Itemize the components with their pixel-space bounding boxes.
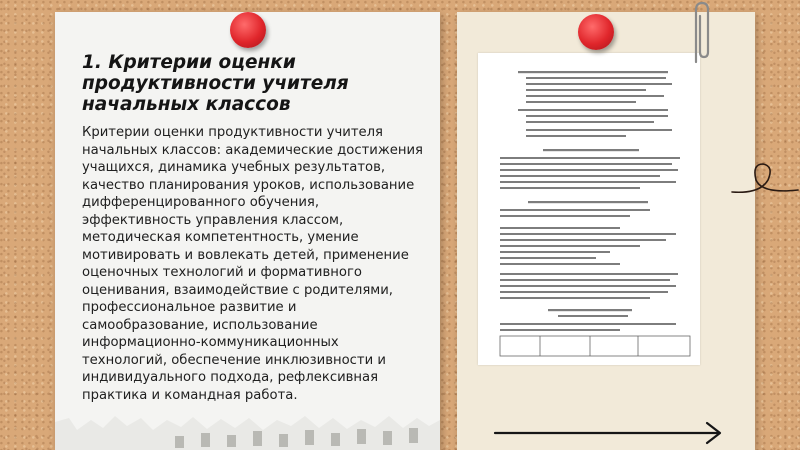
arrow-right-icon (493, 420, 725, 446)
push-pin-icon (578, 14, 614, 50)
slide-title: 1. Критерии оценки продуктивности учителя начальных классов (82, 52, 349, 115)
loop-doodle-icon (730, 150, 800, 220)
torn-paper-edge (55, 400, 440, 450)
slide-body-text: Критерии оценки продуктивности учителя начальных классов: академические достижения учащихся, динамика учебных результатов, качество планирования уроков, использование дифференцированного обучения, эффективность управления классом, методическая компетентность, умение мотивировать и вовлекать детей, применение оценочных технологий и формативного оценивания, взаимодействие с родителями, профессиональное развитие и самообразование, использование информационно-коммуникационных технологий, обеспечение инклюзивности и индивидуального подхода, рефлексивная практика и командная работа. (82, 125, 423, 403)
paper-clip-icon (687, 0, 717, 70)
document-thumbnail-image (478, 53, 700, 365)
push-pin-icon (230, 12, 266, 48)
